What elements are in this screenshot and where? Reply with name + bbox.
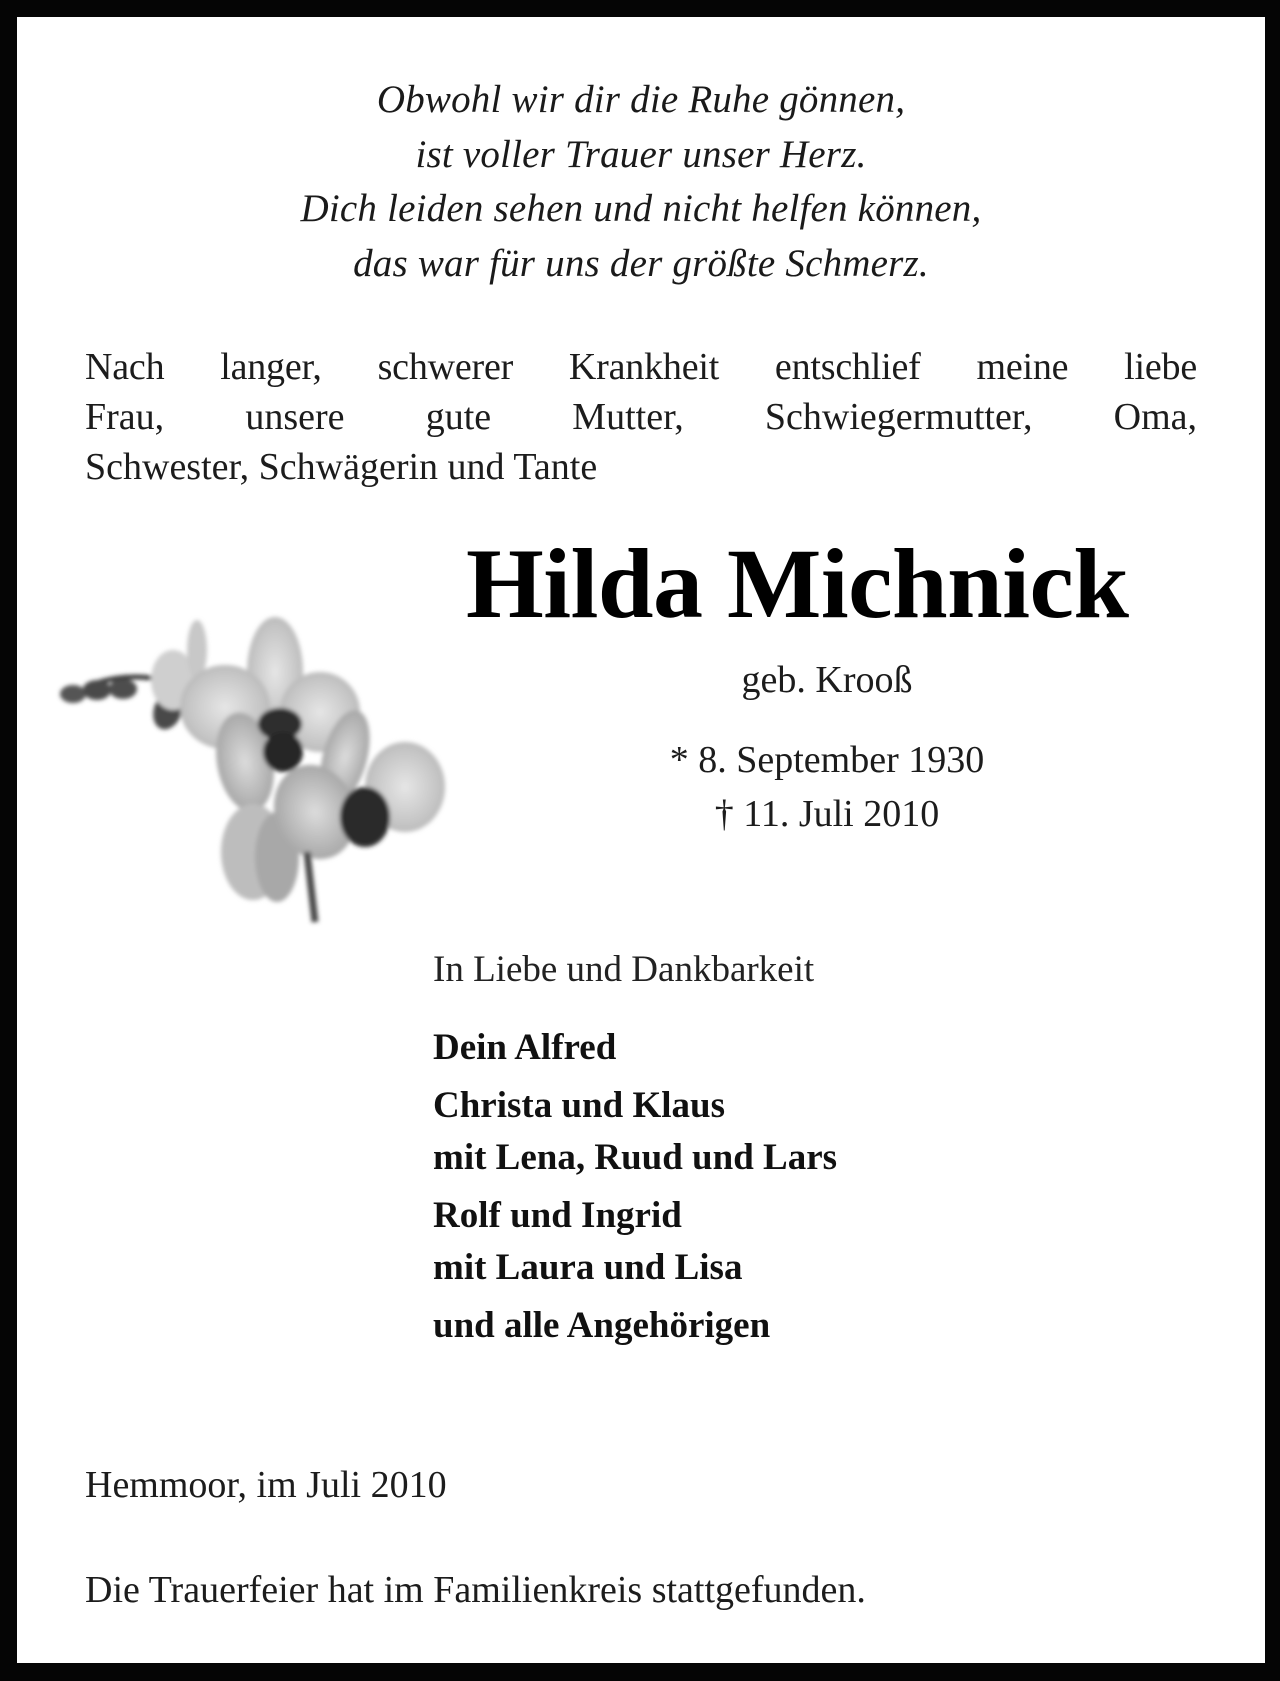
closing-phrase: In Liebe und Dankbarkeit [433,949,815,990]
orchid-flower-icon [45,602,465,932]
poem-line: Dich leiden sehen und nicht helfen können, [300,187,982,230]
mourner-line: mit Laura und Lisa [433,1247,743,1288]
obituary-notice [17,17,1265,1663]
poem [17,73,1265,291]
intro-line: Nach langer, schwerer Krankheit entschlief meine liebe [85,346,1197,388]
mourner-group [433,1300,837,1352]
intro-paragraph [85,342,1197,492]
birth-date: * 8. September 1930 [669,739,985,781]
place-and-date: Hemmoor, im Juli 2010 [85,1464,447,1506]
mourner-line: Dein Alfred [433,1027,617,1068]
mourner-group [433,1190,837,1294]
death-date: † 11. Juli 2010 [714,793,940,835]
mourner-line: Christa und Klaus [433,1085,725,1126]
maiden-name: geb. Krooß [741,659,913,701]
poem-line: Obwohl wir dir die Ruhe gönnen, [376,78,906,121]
mourners-list [433,1022,837,1352]
mourner-line: und alle Angehörigen [433,1305,771,1346]
deceased-name: Hilda Michnick [466,528,1129,639]
mourner-line: mit Lena, Ruud und Lars [433,1137,838,1178]
poem-line: das war für uns der größte Schmerz. [353,241,929,285]
funeral-note: Die Trauerfeier hat im Familienkreis stattgefunden. [85,1569,866,1611]
poem-line: ist voller Trauer unser Herz. [415,132,867,176]
mourner-group [433,1022,837,1074]
intro-line: Frau, unsere gute Mutter, Schwiegermutter, Oma, [85,396,1197,438]
mourner-group [433,1080,837,1184]
mourner-line: Rolf und Ingrid [433,1195,682,1236]
intro-line: Schwester, Schwägerin und Tante [85,446,598,488]
